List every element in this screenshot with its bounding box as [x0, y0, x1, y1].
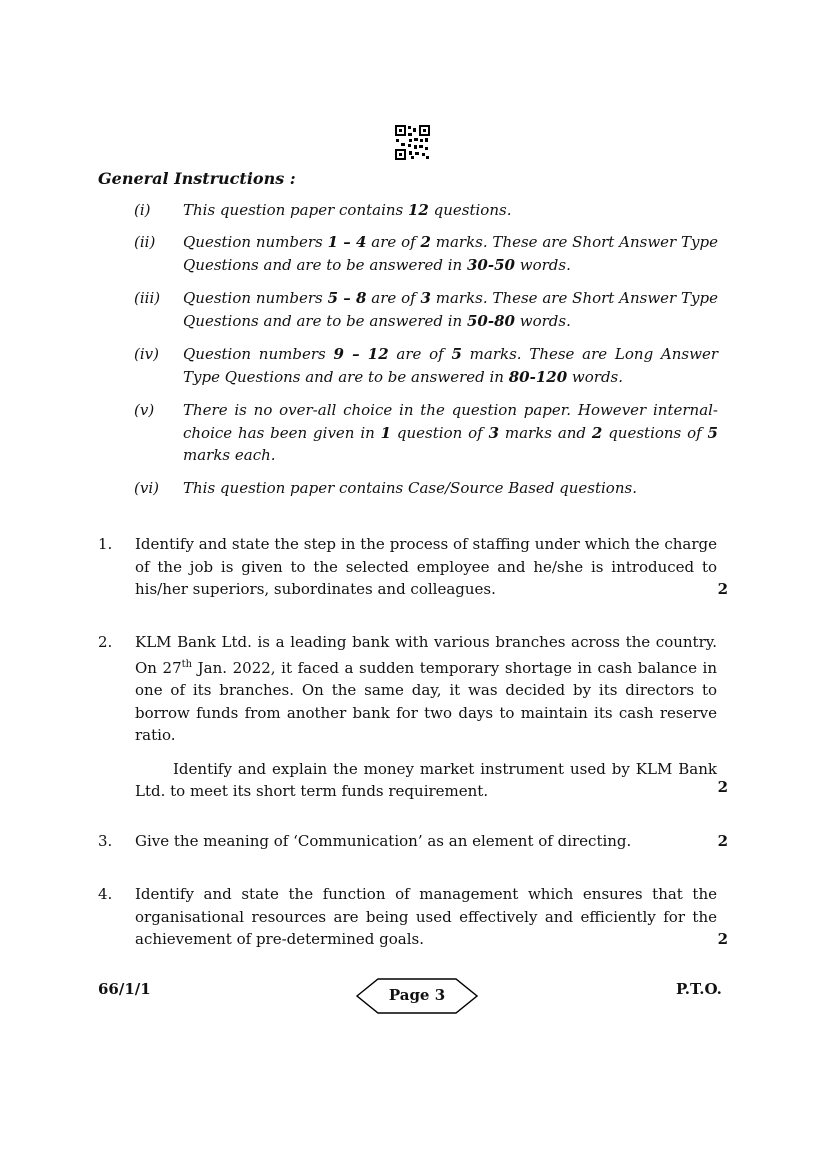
- question-text: KLM Bank Ltd. is a leading bank with various branches across the country. On 27th Jan. 2022, it faced a sudden temporary shortage in cash balance in one of its branches. On the same day, it was decided by its directors to borrow funds from another bank for two days to maintain its cash reserve ratio.: [135, 633, 717, 744]
- question-3: [98, 830, 730, 853]
- question-marks: 2: [717, 930, 728, 948]
- instruction-text: Question numbers 9 – 12 are of 5 marks. These are Long Answer Type Questions and are to be answered in 80-120 words.: [183, 345, 718, 386]
- question-number: 3.: [98, 832, 113, 850]
- instruction-item: [134, 287, 724, 332]
- question-4: [98, 883, 730, 951]
- question-marks: 2: [717, 832, 728, 850]
- instruction-number: (iii): [134, 289, 161, 307]
- general-instructions-title: General Instructions :: [98, 169, 296, 188]
- instruction-text: Question numbers 5 – 8 are of 3 marks. These are Short Answer Type Questions and are to be answered in 50-80 words.: [183, 289, 718, 330]
- instruction-item: [134, 231, 724, 276]
- question-subtext: Identify and explain the money market instrument used by KLM Bank Ltd. to meet its short term funds requirement.: [135, 759, 717, 800]
- question-number: 2.: [98, 633, 113, 651]
- question-2: [98, 631, 730, 803]
- pto-label: P.T.O.: [676, 980, 722, 998]
- instruction-number: (ii): [134, 233, 156, 251]
- instruction-number: (vi): [134, 479, 159, 497]
- instruction-text: This question paper contains 12 questions.: [183, 201, 512, 219]
- question-text: Identify and state the function of management which ensures that the organisational resources are being used effectively and efficiently for the achievement of pre-determined goals.: [135, 885, 717, 948]
- question-text: Give the meaning of ‘Communication’ as an element of directing.: [135, 832, 632, 850]
- question-marks: 2: [717, 778, 728, 796]
- instruction-text: Question numbers 1 – 4 are of 2 marks. These are Short Answer Type Questions and are to be answered in 30-50 words.: [183, 233, 718, 274]
- question-marks: 2: [717, 580, 728, 598]
- instruction-item: [134, 399, 724, 467]
- instruction-text: This question paper contains Case/Source Based questions.: [183, 479, 637, 497]
- question-number: 1.: [98, 535, 113, 553]
- paper-code: 66/1/1: [98, 980, 151, 998]
- qr-code-icon: [395, 125, 430, 160]
- instruction-item: [134, 343, 724, 388]
- instruction-number: (v): [134, 401, 155, 419]
- instruction-item: [134, 199, 724, 222]
- question-number: 4.: [98, 885, 113, 903]
- question-text: Identify and state the step in the process of staffing under which the charge of the job is given to the selected employee and he/she is introduced to his/her superiors, subordinates and colleagues.: [135, 535, 717, 598]
- instruction-number: (i): [134, 201, 151, 219]
- instruction-number: (iv): [134, 345, 159, 363]
- instruction-item: [134, 477, 724, 500]
- question-1: [98, 533, 730, 601]
- instruction-text: There is no over-all choice in the question paper. However internal-choice has been given in 1 question of 3 marks and 2 questions of 5 marks each.: [183, 401, 718, 464]
- page-indicator: [356, 978, 478, 1014]
- page-number-label: Page 3: [388, 986, 446, 1004]
